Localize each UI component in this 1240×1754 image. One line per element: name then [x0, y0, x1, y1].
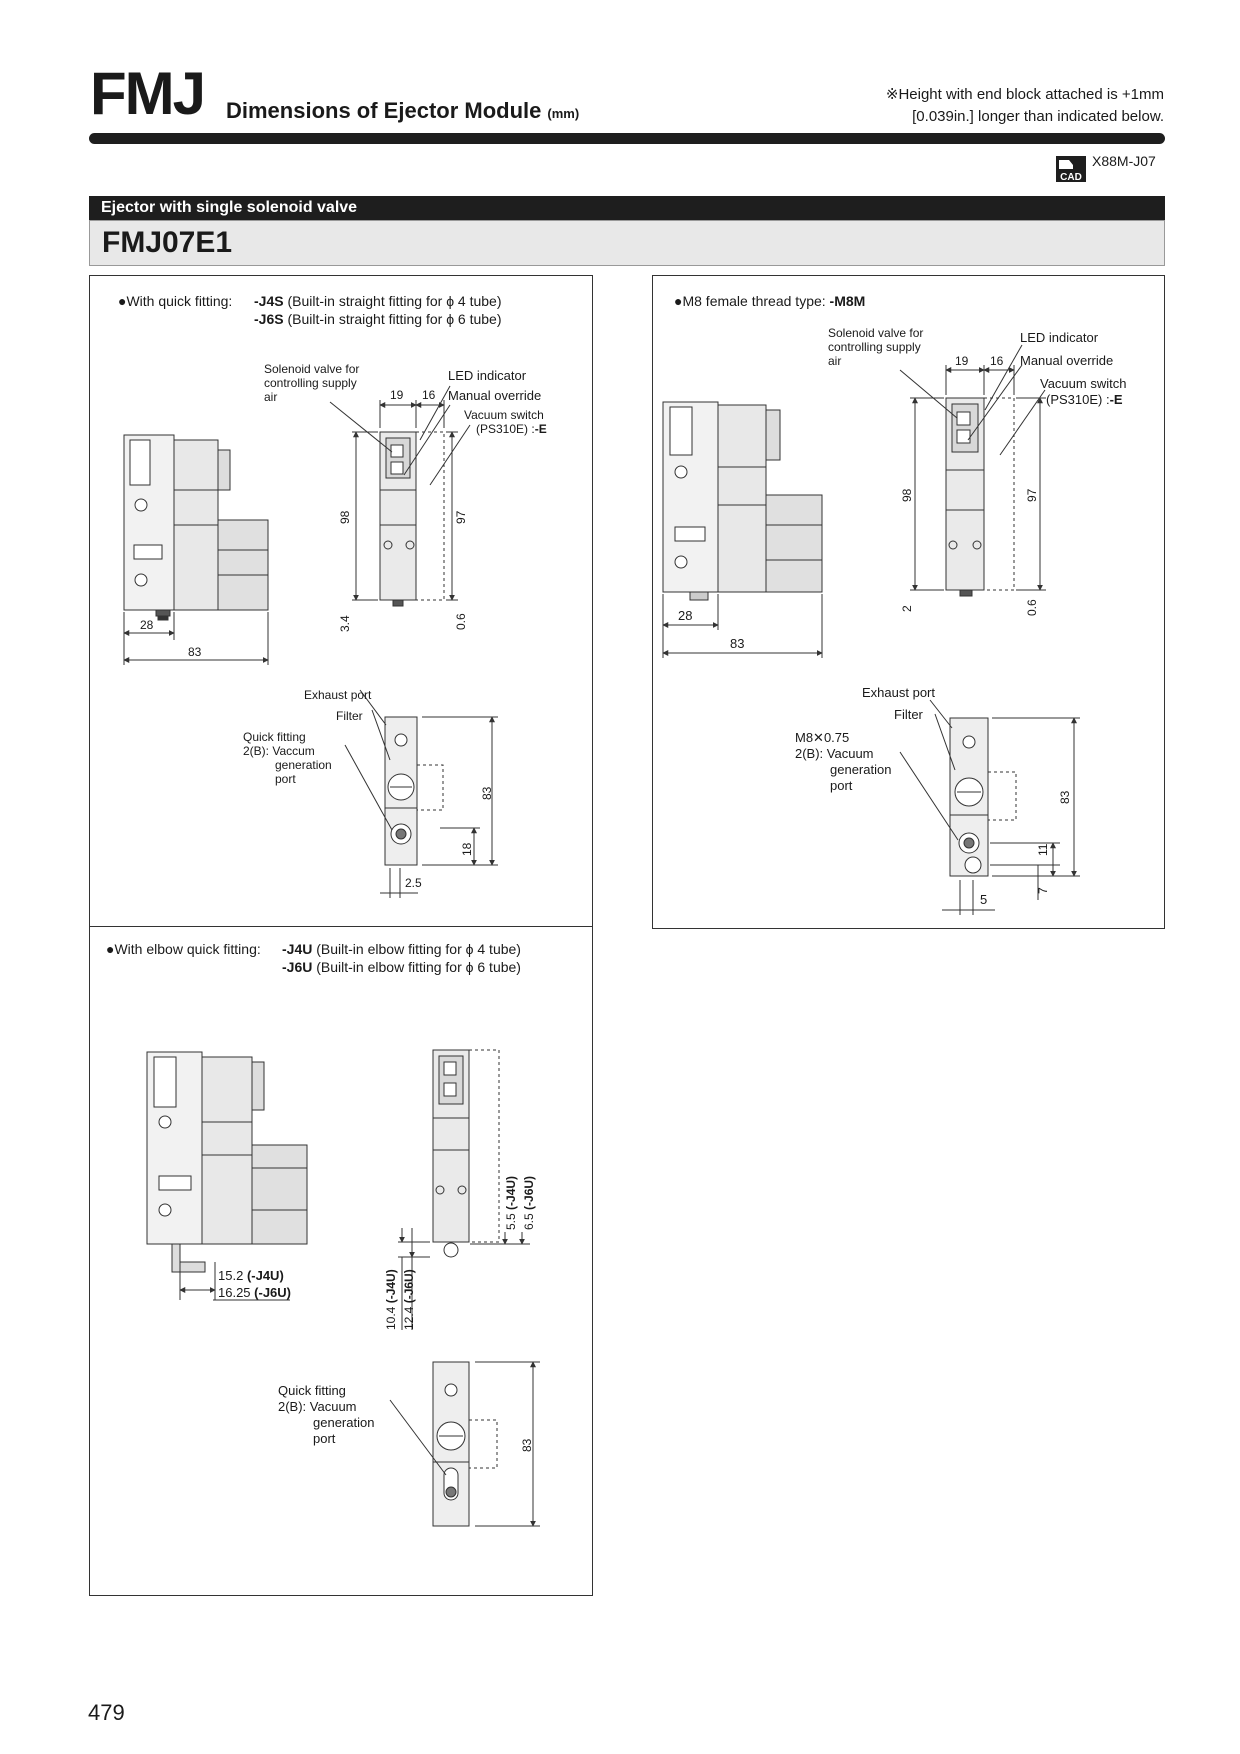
cad-icon-text: CAD: [1060, 172, 1082, 183]
elbow-dim-16-25-code: (-J6U): [254, 1285, 292, 1300]
elbow-dim-6-5-value: 6.5: [522, 1213, 536, 1230]
elbow-dim-5-5: [504, 1176, 518, 1230]
elbow-dim-12-4-value: 12.4: [402, 1306, 416, 1330]
bullet-icon: ●: [106, 941, 115, 957]
straight-filter-label: Filter: [336, 709, 363, 723]
straight-quick-l4: port: [275, 772, 296, 786]
height-note-line1: ※Height with end block attached is +1mm: [885, 86, 1164, 103]
straight-vacuum-label-l2: [476, 422, 547, 436]
straight-header-line1: [118, 292, 232, 310]
m8-bottom-view: [900, 700, 1080, 915]
straight-lead: With quick fitting:: [126, 293, 233, 309]
m8-front-view: [900, 345, 1046, 596]
page-title-text: Dimensions of Ejector Module: [226, 98, 542, 123]
straight-quick-l2: 2(B): Vaccum: [243, 744, 315, 758]
straight-dim-0-6: 0.6: [454, 613, 468, 630]
m8-dim-28: 28: [678, 608, 693, 623]
m8-dim-83: 83: [730, 636, 745, 651]
m8-vacuum-code: -E: [1109, 392, 1123, 407]
elbow-dim-6-5: [522, 1176, 536, 1230]
elbow-option-j6u: [282, 958, 521, 976]
straight-solenoid-label-l1: Solenoid valve for: [264, 362, 360, 376]
elbow-dim-15-2-code: (-J4U): [246, 1268, 284, 1283]
elbow-dim-16-25-value: 16.25: [218, 1285, 251, 1300]
straight-vacuum-label-text: (PS310E) :: [476, 422, 535, 436]
elbow-dim-6-5-code: (-J6U): [522, 1175, 536, 1210]
m8-dim-98: 98: [900, 488, 914, 502]
elbow-option-j4u-code: -J4U: [282, 941, 313, 957]
model-title: FMJ07E1: [89, 220, 1165, 266]
elbow-header-line1: [106, 940, 261, 958]
straight-option-j6s: [254, 310, 502, 328]
m8-header: [674, 292, 865, 310]
straight-dim-97: 97: [454, 510, 468, 524]
bullet-icon: ●: [118, 293, 127, 309]
straight-vacuum-label-code: -E: [534, 422, 547, 436]
elbow-dim-15-2-value: 15.2: [218, 1268, 244, 1283]
m8-dim-97: 97: [1025, 488, 1039, 502]
m8-dim-19: 19: [955, 354, 969, 368]
elbow-quick-l4: port: [313, 1431, 336, 1446]
straight-vacuum-label-l1: Vacuum switch: [464, 408, 544, 422]
m8-vacuum-l1: Vacuum switch: [1040, 376, 1127, 391]
elbow-dim-10-4: [384, 1269, 398, 1330]
m8-solenoid-label: [828, 326, 923, 368]
straight-manual-label: Manual override: [448, 388, 542, 403]
straight-vacuum-label: [464, 408, 547, 436]
straight-exhaust-label: Exhaust port: [304, 688, 372, 702]
elbow-quick-fitting-label: [278, 1383, 374, 1447]
elbow-option-j6u-code: -J6U: [282, 959, 313, 975]
m8-dim-7: 7: [1036, 887, 1050, 894]
brand-series-code: FMJ: [90, 60, 204, 127]
m8-thread-size: M8✕0.75: [795, 730, 850, 745]
straight-led-label: LED indicator: [448, 368, 527, 383]
m8-manual-label: Manual override: [1020, 353, 1114, 368]
m8-solenoid-l2: controlling supply: [828, 340, 921, 354]
m8-lead: M8 female thread type:: [682, 293, 826, 309]
elbow-option-j4u: [282, 940, 521, 958]
bullet-icon: ●: [674, 293, 683, 309]
straight-quick-l3: generation: [275, 758, 332, 772]
height-note-line2: [0.039in.] longer than indicated below.: [912, 108, 1164, 125]
elbow-dim-15-2: [218, 1268, 284, 1284]
m8-filter-label: Filter: [894, 707, 923, 722]
straight-option-j4s-code: -J4S: [254, 293, 284, 309]
m8-solenoid-l1: Solenoid valve for: [828, 326, 924, 340]
elbow-dim-10-4-value: 10.4: [384, 1306, 398, 1330]
m8-dim-16: 16: [990, 354, 1004, 368]
elbow-dim-12-4-code: (-J6U): [402, 1269, 416, 1304]
elbow-dim-5-5-code: (-J4U): [504, 1175, 518, 1210]
straight-dim-83-vertical: 83: [480, 786, 494, 800]
m8-vac-l3: port: [830, 778, 853, 793]
straight-dim-98: 98: [338, 510, 352, 524]
straight-dim-2-5: 2.5: [405, 876, 422, 890]
m8-dim-0-6: 0.6: [1025, 599, 1039, 616]
elbow-option-j6u-desc: (Built-in elbow fitting for ϕ 6 tube): [316, 959, 521, 975]
straight-solenoid-label-l3: air: [264, 390, 278, 404]
m8-vac-l2: generation: [830, 762, 892, 777]
straight-solenoid-label-l2: controlling supply: [264, 376, 357, 390]
straight-quick-fitting-label: [243, 730, 332, 786]
page-title-unit: (mm): [547, 106, 580, 121]
straight-dim-28: 28: [140, 618, 154, 632]
straight-dim-3-4: 3.4: [338, 615, 352, 632]
straight-quick-l1: Quick fitting: [243, 730, 306, 744]
m8-dim-11: 11: [1036, 843, 1050, 856]
m8-vac-l1: 2(B): Vacuum: [795, 746, 874, 761]
elbow-quick-l1: Quick fitting: [278, 1383, 346, 1398]
straight-dim-83: 83: [188, 645, 202, 659]
page-number: 479: [88, 1700, 125, 1725]
cad-code: X88M-J07: [1092, 153, 1156, 169]
m8-vacuum-label: [1040, 376, 1126, 408]
straight-solenoid-label: [264, 362, 359, 404]
m8-dim-2: 2: [900, 605, 914, 612]
straight-bottom-view: [345, 690, 498, 898]
straight-option-j4s: [254, 292, 502, 310]
m8-thread-label: [795, 730, 891, 794]
straight-option-j4s-desc: (Built-in straight fitting for ϕ 4 tube): [287, 293, 502, 309]
m8-dim-5: 5: [980, 892, 988, 907]
straight-option-j6s-code: -J6S: [254, 311, 284, 327]
m8-vacuum-text: (PS310E) :: [1046, 392, 1110, 407]
m8-vacuum-l2: [1046, 392, 1126, 408]
elbow-option-j4u-desc: (Built-in elbow fitting for ϕ 4 tube): [316, 941, 521, 957]
elbow-side-view: [147, 1052, 307, 1300]
straight-dim-18: 18: [460, 842, 474, 856]
m8-code: -M8M: [829, 293, 866, 309]
elbow-bottom-view: [390, 1362, 540, 1526]
elbow-dim-12-4: [402, 1269, 416, 1330]
section-bar: Ejector with single solenoid valve: [89, 196, 1165, 220]
m8-dim-83-vertical: 83: [1058, 790, 1072, 804]
m8-exhaust-label: Exhaust port: [862, 685, 935, 700]
m8-led-label: LED indicator: [1020, 330, 1099, 345]
elbow-quick-l2: 2(B): Vacuum: [278, 1399, 357, 1414]
m8-solenoid-l3: air: [828, 354, 842, 368]
elbow-dim-10-4-code: (-J4U): [384, 1269, 398, 1304]
straight-dim-19: 19: [390, 388, 404, 402]
elbow-dim-5-5-value: 5.5: [504, 1213, 518, 1230]
straight-front-view: [330, 386, 470, 606]
elbow-lead: With elbow quick fitting:: [114, 941, 261, 957]
straight-option-j6s-desc: (Built-in straight fitting for ϕ 6 tube): [287, 311, 502, 327]
elbow-quick-l3: generation: [313, 1415, 375, 1430]
straight-dim-16: 16: [422, 388, 436, 402]
elbow-dim-16-25: [218, 1285, 291, 1301]
elbow-dim-83-vertical: 83: [520, 1438, 534, 1452]
